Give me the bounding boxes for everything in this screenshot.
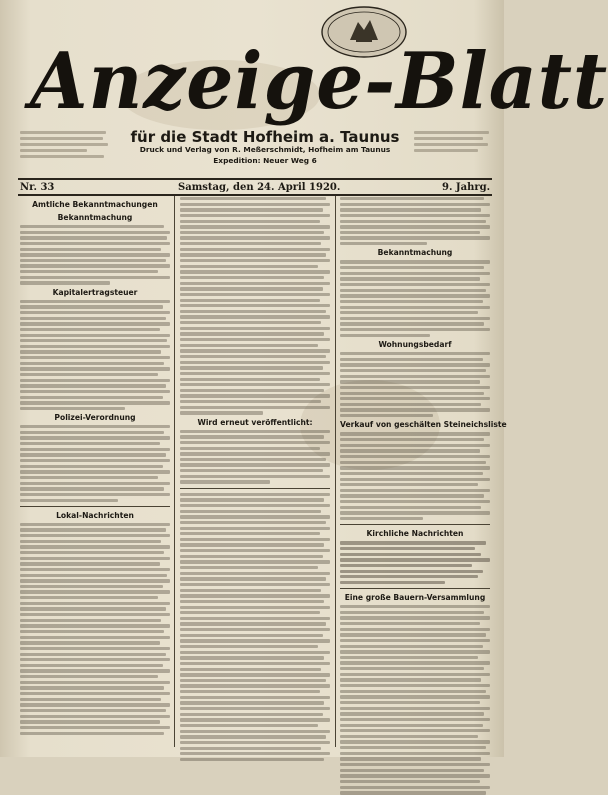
masthead-info-right	[412, 128, 494, 168]
section-heading: Lokal-Nachrichten	[56, 510, 134, 520]
article-heading: Wird erneut veröffentlicht:	[197, 417, 313, 427]
column-rule	[174, 196, 175, 747]
article-heading: Bekanntmachung	[377, 248, 453, 258]
column-2	[180, 197, 330, 749]
article-heading: Eine große Bauern-Versammlung	[344, 593, 486, 603]
masthead-info-left	[18, 128, 114, 168]
issue-date: Samstag, den 24. April 1920.	[178, 182, 341, 193]
section-heading: Amtliche Bekanntmachungen	[32, 200, 158, 209]
masthead-printer: Druck und Verlag von R. Meßerschmidt, Hofheim am Taunus	[139, 145, 391, 154]
section-heading: Kirchliche Nachrichten	[366, 529, 464, 539]
article-heading: Bekanntmachung	[57, 213, 133, 222]
masthead-rule	[18, 178, 492, 180]
column-1	[20, 197, 170, 749]
article-heading: Polizei-Verordnung	[54, 413, 136, 423]
issue-year: 9. Jahrg.	[442, 182, 491, 193]
column-rule	[335, 196, 336, 747]
article-heading: Wohnungsbedarf	[378, 340, 452, 350]
issue-number: Nr. 33	[20, 182, 55, 193]
article-heading: Kapitalertragsteuer	[52, 287, 138, 297]
article-heading: Verkauf von geschälten Steineichsliste	[340, 420, 507, 430]
masthead-title: Anzeige-Blatt	[30, 36, 608, 127]
masthead-subtitle: für die Stadt Hofheim a. Taunus	[130, 128, 400, 146]
dateline-rule	[18, 194, 492, 196]
masthead-expedition: Expedition: Neuer Weg 6	[213, 156, 317, 165]
column-3	[340, 197, 507, 749]
